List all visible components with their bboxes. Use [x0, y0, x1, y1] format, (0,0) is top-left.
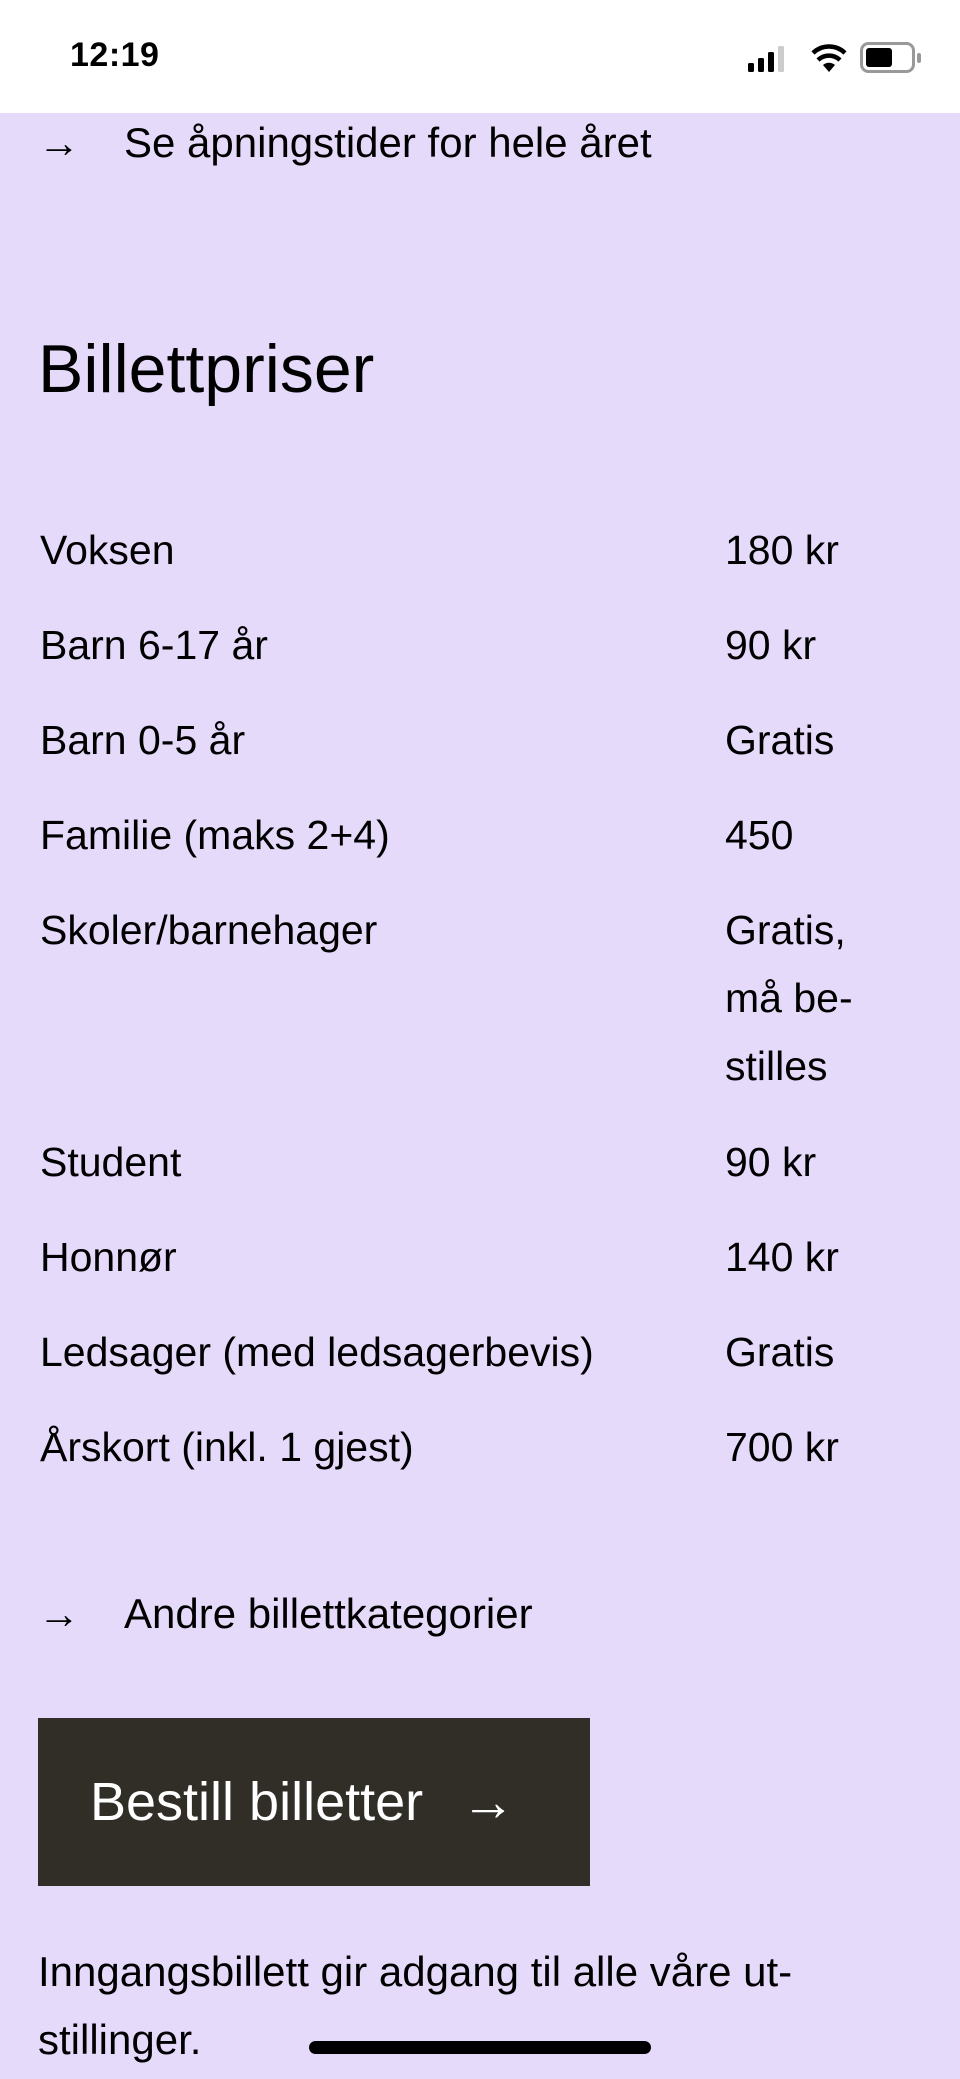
- price-value: Gratis: [725, 1329, 835, 1375]
- price-label: Familie (maks 2+4): [40, 812, 390, 858]
- order-tickets-button[interactable]: [38, 1718, 590, 1886]
- price-value: Gratis, må be-stilles: [725, 907, 853, 1089]
- price-label: Honnør: [40, 1234, 177, 1280]
- price-value: 90 kr: [725, 622, 817, 668]
- price-value: 180 kr: [725, 527, 839, 573]
- ticket-note: Inngangsbillett gir adgang til alle våre ut-stillinger.: [38, 1948, 793, 2063]
- price-label: Skoler/barnehager: [40, 907, 378, 953]
- other-categories-label: Andre billettkategorier: [124, 1590, 533, 1637]
- opening-hours-link-label: Se åpningstider for hele året: [124, 119, 652, 166]
- price-label: Student: [40, 1139, 182, 1185]
- home-indicator[interactable]: [309, 2041, 651, 2054]
- opening-hours-link[interactable]: [38, 118, 652, 168]
- arrow-right-icon: →: [38, 119, 80, 166]
- price-label: Barn 0-5 år: [40, 717, 246, 763]
- price-label: Barn 6-17 år: [40, 622, 268, 668]
- price-value: 140 kr: [725, 1234, 839, 1280]
- arrow-right-icon: →: [38, 1590, 80, 1637]
- status-bar: [0, 0, 960, 113]
- price-value: 450: [725, 812, 794, 858]
- price-label: Ledsager (med ledsagerbevis): [40, 1329, 594, 1375]
- order-tickets-label: Bestill billetter: [90, 1772, 424, 1832]
- battery-icon: [860, 42, 924, 74]
- status-time: 12:19: [70, 36, 160, 74]
- price-label: Årskort (inkl. 1 gjest): [40, 1424, 414, 1470]
- price-value: Gratis: [725, 717, 835, 763]
- wifi-icon: [810, 42, 848, 74]
- section-title: Billettpriser: [38, 331, 375, 407]
- signal-icon: [748, 44, 788, 74]
- price-value: 700 kr: [725, 1424, 839, 1470]
- other-categories-link[interactable]: [38, 1590, 533, 1638]
- price-label: Voksen: [40, 527, 175, 573]
- arrow-right-icon: →: [461, 1772, 516, 1832]
- price-value: 90 kr: [725, 1139, 817, 1185]
